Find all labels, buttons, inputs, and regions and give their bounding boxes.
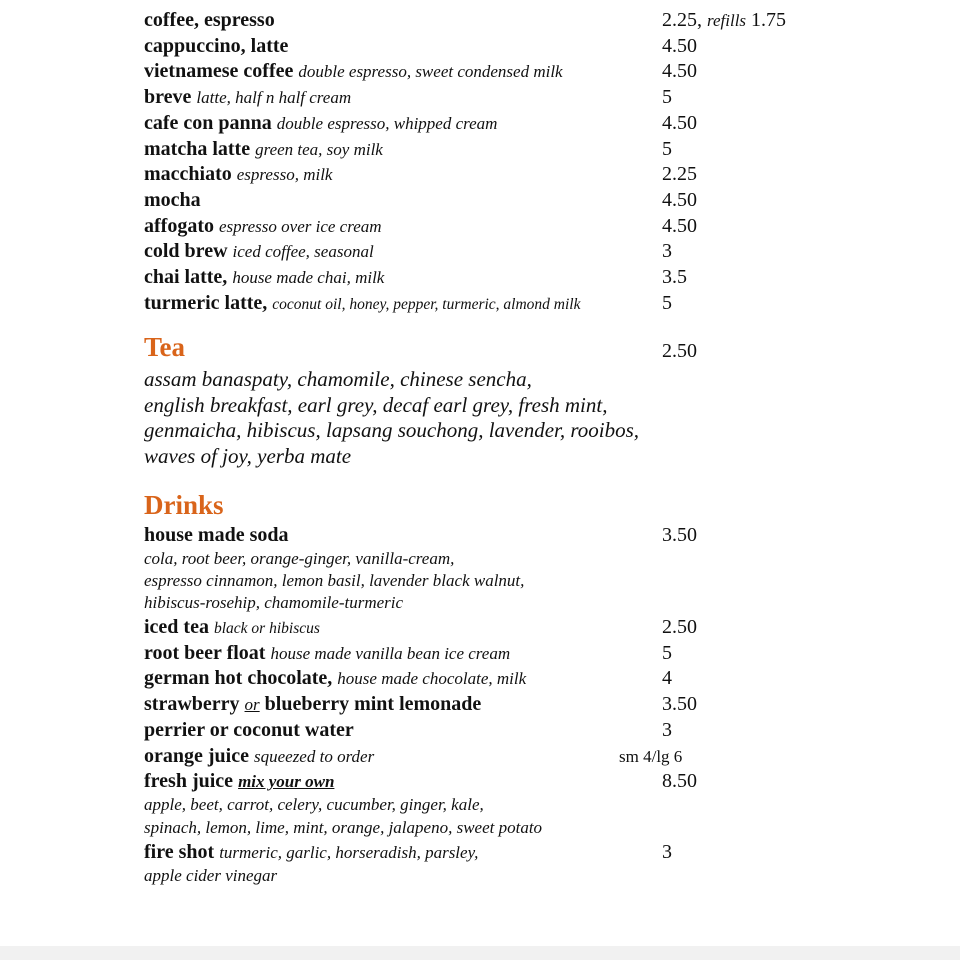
refill-label: refills (707, 11, 747, 30)
item-description: coconut oil, honey, pepper, turmeric, almond milk (272, 296, 581, 313)
item-name: turmeric latte, (144, 292, 268, 314)
item-description: black or hibiscus (213, 620, 320, 637)
menu-item-orange-juice (144, 745, 824, 771)
item-price: 5 (662, 292, 672, 314)
item-name: cafe con panna (144, 112, 272, 134)
item-description: espresso over ice cream (218, 217, 382, 236)
menu-item-house-made-soda (144, 524, 824, 550)
refill-price: 1.75 (751, 9, 787, 31)
juice-ingredients-line: spinach, lemon, lime, mint, orange, jalapeno, sweet potato (144, 818, 543, 837)
item-name: matcha latte (144, 138, 251, 160)
tea-heading: Tea (144, 332, 186, 362)
menu-item-fire-shot (144, 841, 824, 867)
item-price: 5 (662, 138, 672, 160)
item-name: blueberry mint lemonade (264, 693, 482, 715)
item-price: 3.5 (662, 266, 687, 288)
tea-variety-line: waves of joy, yerba mate (144, 444, 352, 468)
item-description: green tea, soy milk (255, 140, 383, 159)
page-bottom-edge (0, 946, 960, 960)
tea-price: 2.50 (662, 340, 697, 362)
item-price: 4.50 (662, 60, 697, 82)
item-price: 5 (662, 86, 672, 108)
menu-item-coffee (144, 86, 824, 112)
item-price: 5 (662, 642, 672, 664)
menu-item-fresh-juice (144, 770, 824, 796)
item-price: 8.50 (662, 770, 697, 792)
item-name: strawberry (144, 693, 240, 715)
soda-flavors-line: hibiscus-rosehip, chamomile-turmeric (144, 593, 404, 612)
drinks-heading: Drinks (144, 490, 224, 520)
menu-item-coffee (144, 215, 824, 241)
menu-item-root-beer-float (144, 642, 824, 668)
item-price: 2.25, (662, 9, 702, 31)
item-name: cappuccino, latte (144, 35, 289, 57)
item-name: macchiato (144, 163, 232, 185)
item-description: latte, half n half cream (196, 88, 352, 107)
item-name: coffee, espresso (144, 9, 275, 31)
item-description: turmeric, garlic, horseradish, parsley, (219, 843, 479, 862)
item-name: vietnamese coffee (144, 60, 294, 82)
menu-item-iced-tea (144, 616, 824, 642)
menu-item-coffee (144, 189, 824, 215)
menu-item-german-hot-chocolate (144, 667, 824, 693)
item-price: 2.25 (662, 163, 697, 185)
menu-item-perrier-coconut-water (144, 719, 824, 745)
item-price: 4.50 (662, 189, 697, 211)
tea-variety-line: english breakfast, earl grey, decaf earl grey, fresh mint, (144, 393, 608, 417)
item-name: root beer float (144, 642, 266, 664)
item-name: german hot chocolate, (144, 667, 333, 689)
item-description: mix your own (238, 772, 335, 791)
item-name: perrier or coconut water (144, 719, 354, 741)
item-name: iced tea (144, 616, 209, 638)
item-description: squeezed to order (253, 747, 375, 766)
item-price: 3 (662, 240, 672, 262)
item-name: chai latte, (144, 266, 228, 288)
menu-item-coffee (144, 163, 824, 189)
item-price: 3.50 (662, 693, 697, 715)
menu-item-coffee (144, 9, 824, 35)
item-name: affogato (144, 215, 214, 237)
price-small: sm 4/ (619, 747, 657, 766)
menu-item-coffee (144, 292, 824, 318)
item-description: house made vanilla bean ice cream (270, 644, 511, 663)
item-name: cold brew (144, 240, 228, 262)
fire-shot-ingredients-continued: apple cider vinegar (144, 866, 278, 885)
item-price: 3.50 (662, 524, 697, 546)
item-price: 3 (662, 719, 672, 741)
menu-item-coffee (144, 240, 824, 266)
item-description: house made chocolate, milk (337, 669, 527, 688)
item-price: 2.50 (662, 616, 697, 638)
juice-ingredients-line: apple, beet, carrot, celery, cucumber, ginger, kale, (144, 795, 484, 814)
menu-item-lemonade (144, 693, 824, 719)
tea-variety-line: assam banaspaty, chamomile, chinese sencha, (144, 367, 532, 391)
item-name: orange juice (144, 745, 249, 767)
item-name: mocha (144, 189, 201, 211)
or-word: or (244, 695, 260, 714)
item-name: fresh juice (144, 770, 234, 792)
item-description: double espresso, whipped cream (276, 114, 498, 133)
item-name: house made soda (144, 524, 289, 546)
item-price: 4.50 (662, 112, 697, 134)
menu-item-coffee (144, 266, 824, 292)
item-description: iced coffee, seasonal (232, 242, 374, 261)
tea-variety-line: genmaicha, hibiscus, lapsang souchong, lavender, rooibos, (144, 418, 640, 442)
item-name: fire shot (144, 841, 215, 863)
menu-item-coffee (144, 35, 824, 61)
menu-item-coffee (144, 138, 824, 164)
item-price: 4.50 (662, 215, 697, 237)
item-description: house made chai, milk (232, 268, 385, 287)
price-large: lg 6 (656, 747, 683, 766)
item-price: 4 (662, 667, 672, 689)
item-name: breve (144, 86, 192, 108)
soda-flavors-line: espresso cinnamon, lemon basil, lavender black walnut, (144, 571, 525, 590)
item-description: double espresso, sweet condensed milk (298, 62, 563, 81)
soda-flavors-line: cola, root beer, orange-ginger, vanilla-cream, (144, 549, 455, 568)
menu-item-coffee (144, 112, 824, 138)
menu-item-coffee (144, 60, 824, 86)
item-description: espresso, milk (236, 165, 333, 184)
item-price: 4.50 (662, 35, 697, 57)
item-price: 3 (662, 841, 672, 863)
